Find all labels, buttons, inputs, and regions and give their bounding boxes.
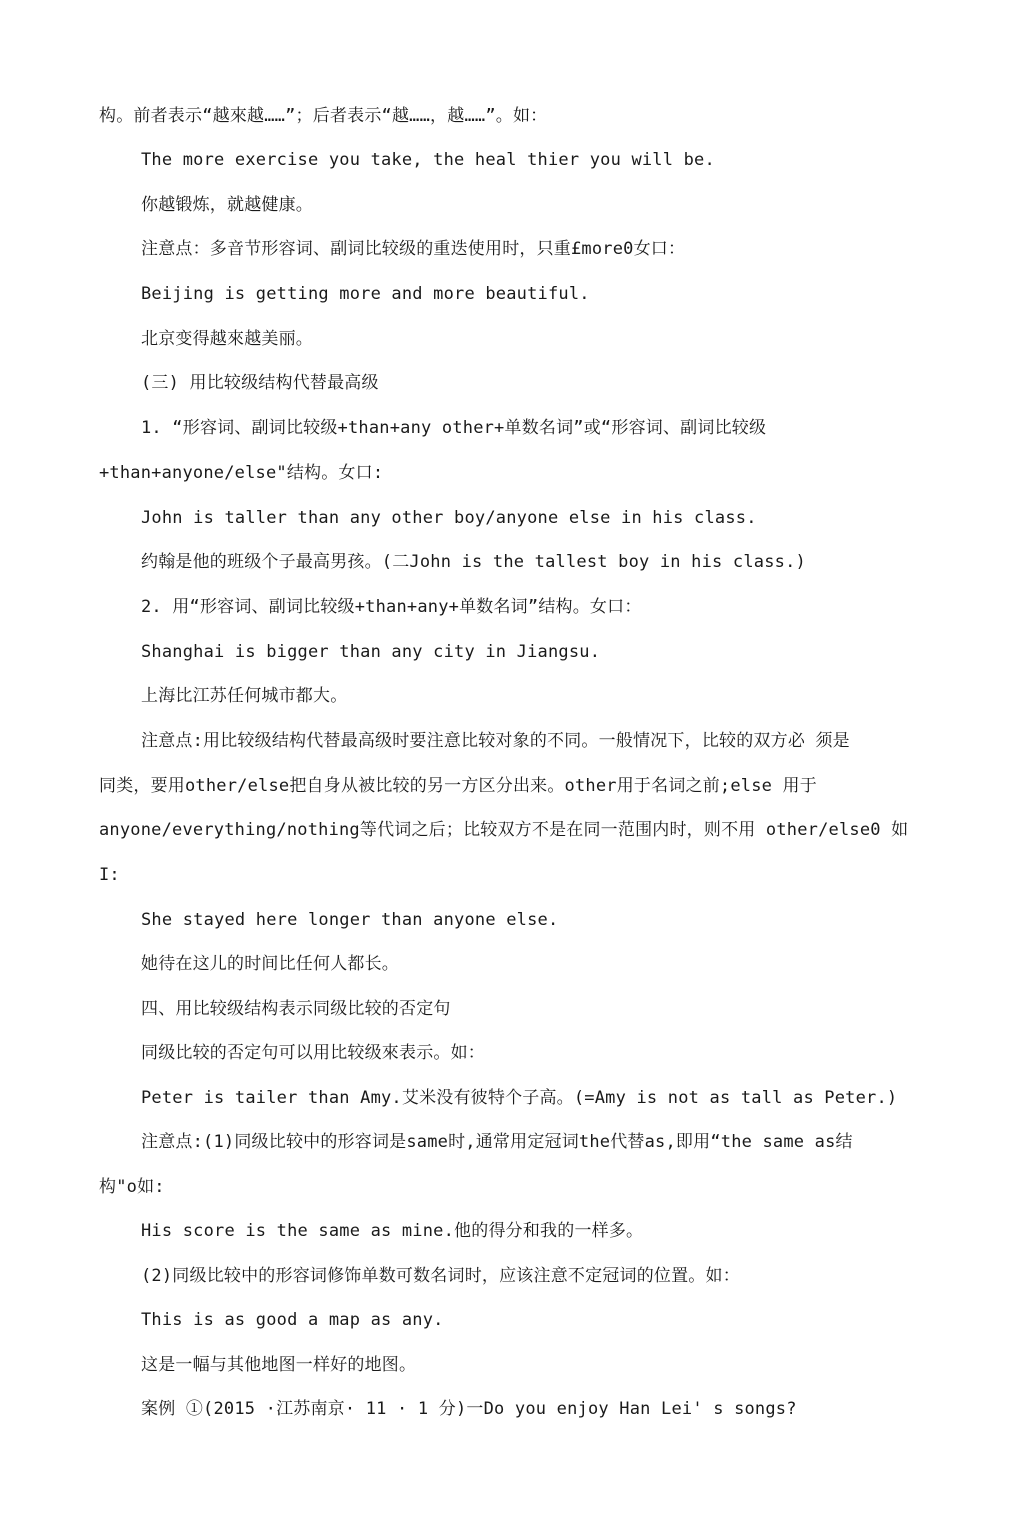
text-line: 同级比较的否定句可以用比较级來表示。如： xyxy=(141,1043,485,1063)
text-line: 同类，要用other/else把自身从被比较的另一方区分出来。other用于名词之前;else 用于 xyxy=(99,776,817,796)
text-line: 1. “形容词、副词比较级+than+any other+单数名词”或“形容词、副词比较级 xyxy=(141,418,767,438)
text-line: She stayed here longer than anyone else. xyxy=(141,910,559,930)
text-line: 构。前者表示“越來越……”；后者表示“越……，越……”。如： xyxy=(99,106,548,126)
text-line: Peter is tailer than Amy.艾米没有彼特个子高。(=Amy is not as tall as Peter.) xyxy=(141,1088,898,1108)
text-line: 注意点：多音节形容词、副词比较级的重迭使用时，只重£more0女口： xyxy=(141,239,686,259)
text-line: His score is the same as mine.他的得分和我的一样多。 xyxy=(141,1221,644,1241)
text-line: This is as good a map as any. xyxy=(141,1310,444,1330)
text-line: Shanghai is bigger than any city in Jiangsu. xyxy=(141,642,601,662)
section-heading: (三) 用比较级结构代替最高级 xyxy=(141,373,379,393)
text-line: 注意点:(1)同级比较中的形容词是same时,通常用定冠词the代替as,即用“the same as结 xyxy=(141,1132,853,1152)
section-heading: 四、用比较级结构表示同级比较的否定句 xyxy=(141,999,451,1019)
text-line: 上海比江苏任何城市都大。 xyxy=(141,686,348,706)
text-line: 案例 ①(2015 ·江苏南京· 11 · 1 分)一Do you enjoy Han Lei' s songs? xyxy=(141,1399,797,1419)
text-line: 构"o如: xyxy=(99,1177,165,1197)
text-line: John is taller than any other boy/anyone else in his class. xyxy=(141,508,757,528)
text-line: (2)同级比较中的形容词修饰单数可数名词时，应该注意不定冠词的位置。如： xyxy=(141,1266,740,1286)
text-line: anyone/everything/nothing等代词之后；比较双方不是在同一范围内时，则不用 other/else0 如 xyxy=(99,820,909,840)
text-line: 北京变得越來越美丽。 xyxy=(141,329,313,349)
text-line: +than+anyone/else"结构。女口: xyxy=(99,463,384,483)
text-line: The more exercise you take, the heal thier you will be. xyxy=(141,150,715,170)
text-line: 2. 用“形容词、副词比较级+than+any+单数名词”结构。女口： xyxy=(141,597,642,617)
text-line: 约翰是他的班级个子最高男孩。(二John is the tallest boy in his class.) xyxy=(141,552,806,572)
text-line: Beijing is getting more and more beautiful. xyxy=(141,284,590,304)
text-line: 这是一幅与其他地图一样好的地图。 xyxy=(141,1355,417,1375)
text-line: 她待在这儿的时间比任何人都长。 xyxy=(141,954,399,974)
text-line: I: xyxy=(99,865,120,885)
text-line: 你越锻炼，就越健康。 xyxy=(141,195,313,215)
text-line: 注意点:用比较级结构代替最高级时要注意比较对象的不同。一般情况下，比较的双方必 须是 xyxy=(141,731,850,751)
